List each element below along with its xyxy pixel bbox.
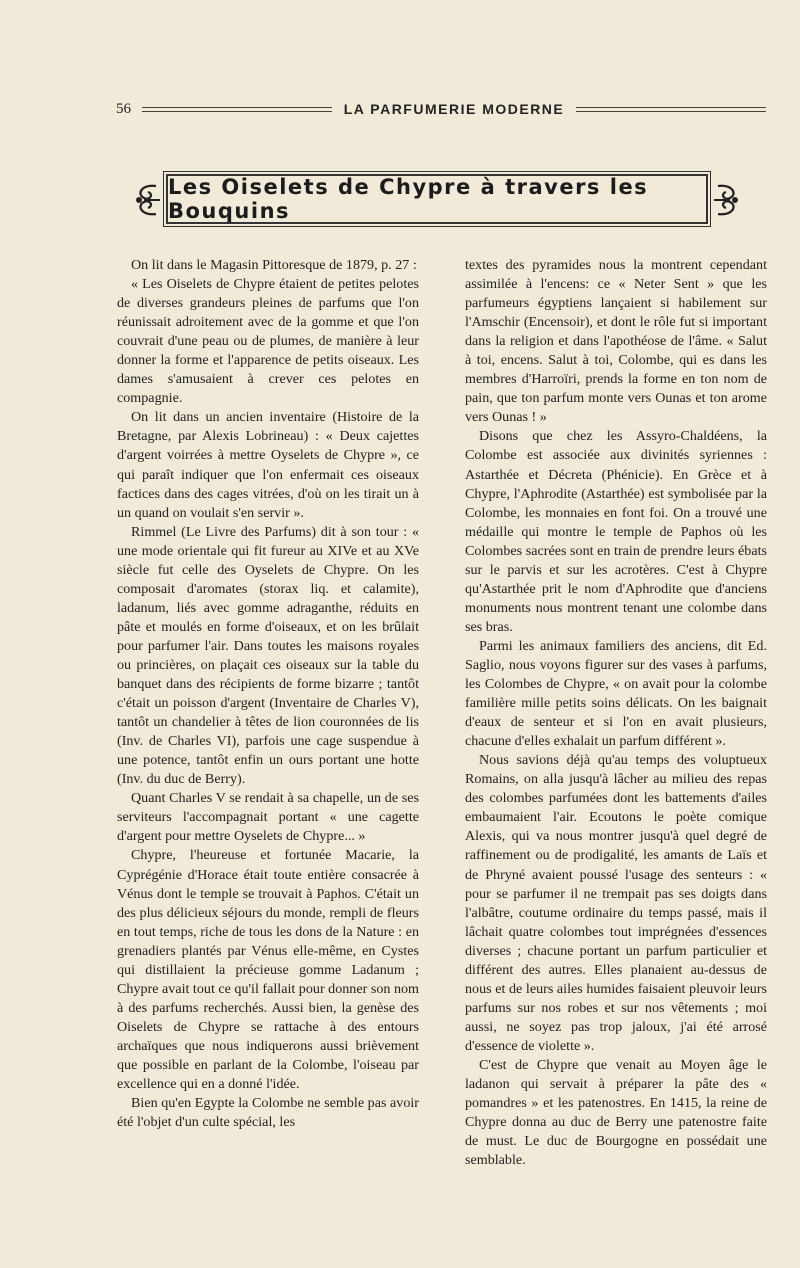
page-header [116, 99, 766, 119]
left-text-column [117, 256, 419, 1132]
header-rule-left [142, 107, 332, 112]
paragraph: Quant Charles V se rendait à sa chapelle, un de ses serviteurs l'accompagnait portant « une cagette d'argent pour mettre Oyselets de Chypre... » [117, 790, 419, 845]
page-number: 56 [116, 100, 131, 117]
paragraph: Nous savions déjà qu'au temps des voluptueux Romains, on alla jusqu'à lâcher au milieu des repas des colombes parfumées dont les battements d'ailes embaumaient l'air. Ecoutons le poète comique Alexis, qui va nous montrer jusqu'à quel degré de raffinement ou de prodigalité, les amants de Laïs et de Phryné avaient poussé l'usage des senteurs : « pour se parfumer il ne trempait pas ses doigts dans l'albâtre, coutume ordinaire du temps passé, mais il lâchait quatre colombes tout imprégnées d'essences diverses ; chacune portant un parfum particulier et différent des autres. Elles planaient au-dessus de nous et de leurs ailes humides faisaient pleuvoir leurs parfums sur nos robes et sur nos vêtements ; moi aussi, ne soyez pas trop jaloux, j'ai été arrosé d'essence de violette ». [465, 752, 767, 1054]
article-title: Les Oiselets de Chypre à travers les Bouquins [168, 175, 649, 223]
article-title-box [166, 174, 708, 224]
right-floral-ornament-icon [712, 180, 742, 220]
paragraph: On lit dans le Magasin Pittoresque de 1879, p. 27 : [131, 257, 417, 273]
paragraph: Parmi les animaux familiers des anciens, dit Ed. Saglio, nous voyons figurer sur des vases à parfums, les Colombes de Chypre, « on avait pour la colombe familière mille petits soins délicats. On les baignait d'eaux de senteur et si l'on en avait plusieurs, chacune d'elles exhalait un parfum différent ». [465, 637, 767, 750]
paragraph: Chypre, l'heureuse et fortunée Macarie, la Cyprégénie d'Horace était toute entière consacrée à Vénus dont le temple se trouvait à Paphos. C'était un des plus délicieux séjours du monde, rempli de fleurs en tout temps, riche de tous les dons de la Nature : en grenadiers plantés par Vénus elle-même, en Cystes qui distillaient la précieuse gomme Ladanum ; Chypre avait tout ce qu'il fallait pour donner son nom à des parfums recherchés. Aussi bien, la genèse des Oiselets de Chypre se rattache à des entours archaïques que nous indiquerons aussi brièvement que possible en parlant de la Colombe, l'oiseau par excellence qui en a donné l'idée. [117, 847, 419, 1093]
paragraph: Rimmel (Le Livre des Parfums) dit à son tour : « une mode orientale qui fit fureur au XIVe et au XVe siècle fut celle des Oyselets de Chypre. On les composait d'aromates (storax liq. et calamite), ladanum, liés avec gomme adraganthe, réduits en pâte et moulés en forme d'oiseaux, et on les brûlait pour parfumer l'air. Dans toutes les maisons royales ou princières, on plaçait ces oiseaux sur la table du banquet dans des récipients de forme bizarre ; tantôt c'était un poisson d'argent (Inventaire de Charles V), tantôt un chandelier à têtes de lion couronnées de lis (Inv. de Charles VI), parfois une cage suspendue à une potence, tantôt enfin un ours portant une hotte (Inv. du duc de Berry). [117, 523, 419, 788]
paragraph: On lit dans un ancien inventaire (Histoire de la Bretagne, par Alexis Lobrineau) : « Deux cajettes d'argent voirrées à mettre Oyselets de Chypre », ce qui paraît indiquer que l'on enfermait ces oiseaux factices dans des cages vitrées, d'où on les tirait un à un quand on voulait s'en servir ». [117, 409, 419, 521]
left-floral-ornament-icon [132, 180, 162, 220]
header-rule-right [576, 107, 766, 112]
paragraph: textes des pyramides nous la montrent cependant assimilée à l'encens: ce « Neter Sent » que les parfumeurs égyptiens lançaient si habilement sur l'Amschir (Encensoir), et dont le rôle fut si important dans la religion et dans l'apothéose de l'âme. « Salut à toi, encens. Salut à toi, Colombe, qui es dans les membres d'Harroïri, prends la forme en ton nom de pain, que ton parfum monte vers Ounas et ton arome vers Ounas ! » [465, 257, 767, 426]
running-title: LA PARFUMERIE MODERNE [343, 101, 565, 117]
paragraph: Bien qu'en Egypte la Colombe ne semble pas avoir été l'objet d'un culte spécial, les [117, 1095, 419, 1131]
paragraph: « Les Oiselets de Chypre étaient de petites pelotes de diverses grandeurs pleines de parfums que l'on réunissait adroitement avec de la gomme et que l'on couvrait d'une peau ou de plumes, de manière à leur donner la forme et l'apparence de petits oiseaux. Les dames s'amusaient à crever ces pelotes en compagnie. [117, 276, 419, 407]
paragraph: C'est de Chypre que venait au Moyen âge le ladanon qui servait à préparer la pâte des « pomandres » et les patenostres. En 1415, la reine de Chypre donna au duc de Berry une patenostre faite de must. Le duc de Bourgogne en possédait une semblable. [465, 1056, 767, 1169]
right-text-column [465, 256, 767, 1170]
article-title-banner [132, 172, 742, 228]
paragraph: Disons que chez les Assyro-Chaldéens, la Colombe est associée aux divinités syriennes : Astarthée et Décreta (Phénicie). En Grèce et à Chypre, l'Aphrodite (Astarthée) est symbolisée par la Colombe, les monnaies en font foi. On a trouvé une médaille qui montre le temple de Paphos où les Colombes sacrées sont en train de prendre leurs ébats sur le parvis et sur les acrotères. C'est à Chypre qu'Astarthée prit le nom d'Aphrodite que d'anciens monuments nous montrent tenant une colombe dans ses bras. [465, 428, 767, 635]
